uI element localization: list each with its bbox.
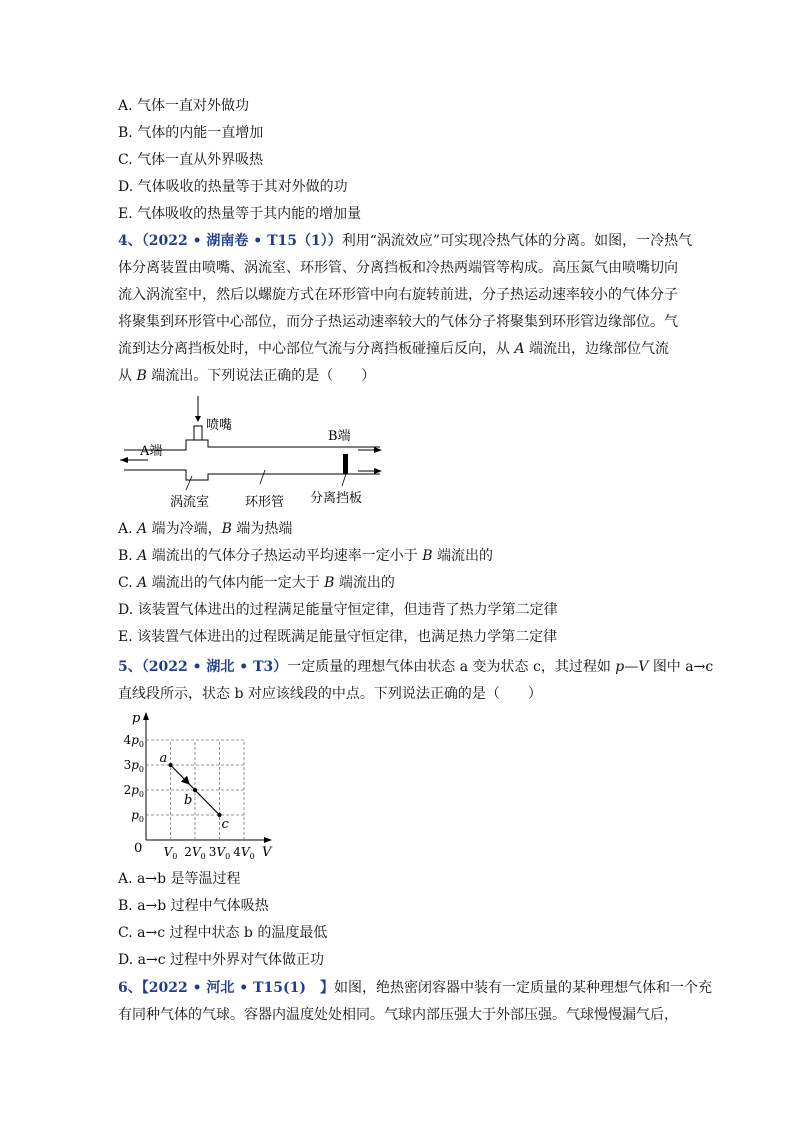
q4-option-a: A. A 端为冷端，B 端为热端	[118, 521, 293, 537]
q3-option-d: D. 气体吸收的热量等于其对外做的功	[118, 179, 348, 195]
x-tick-4: $4V_0$	[233, 845, 255, 861]
x-tick-2: $2V_0$	[184, 845, 206, 861]
state-label-b: b	[184, 793, 193, 808]
origin-label: 0	[134, 841, 143, 856]
q6-number: 6、	[118, 980, 142, 996]
q5-option-b: B. a→b 过程中气体吸热	[118, 898, 269, 914]
nozzle-label: 喷嘴	[206, 418, 233, 433]
vortex-chamber-label: 涡流室	[170, 495, 210, 510]
q3-option-c: C. 气体一直从外界吸热	[118, 152, 264, 168]
y-tick-4: $4p_0$	[123, 733, 144, 749]
q6-stem-line-1: 6、【2022 • 河北 • T15(1) 】如图，绝热密闭容器中装有一定质量的某种理想气体和一个充	[118, 980, 712, 996]
q5-stem-line-2: 直线段所示，状态 b 对应该线段的中点。下列说法正确的是（ ）	[118, 686, 542, 702]
x-tick-3: $3V_0$	[208, 845, 231, 861]
q5-option-d: D. a→c 过程中外界对气体做正功	[118, 952, 324, 968]
state-point-b	[193, 788, 197, 792]
y-tick-3: $3p_0$	[123, 758, 144, 774]
state-point-a	[169, 763, 173, 767]
q4-number: 4、	[118, 233, 142, 249]
q5-number: 5、	[118, 659, 142, 675]
q5-option-a: A. a→b 是等温过程	[118, 871, 241, 887]
state-label-a: a	[159, 751, 168, 766]
q3-option-b: B. 气体的内能一直增加	[118, 125, 264, 141]
v-axis-label: V	[262, 845, 272, 860]
vortex-tube-diagram	[110, 392, 400, 512]
q5-source-tag: （2022 • 湖北 • T3）	[141, 659, 288, 675]
q4-source-tag: （2022 • 湖南卷 • T15（1））	[141, 233, 342, 249]
q4-stem-line-2: 体分离装置由喷嘴、涡流室、环形管、分离挡板和冷热两端管等构成。高压氮气由喷嘴切向	[118, 260, 678, 276]
q4-option-e: E. 该装置气体进出的过程既满足能量守恒定律，也满足热力学第二定律	[118, 629, 558, 645]
q4-stem-line-1: 4、（2022 • 湖南卷 • T15（1））利用“涡流效应”可实现冷热气体的分离。如图，一冷热气	[118, 233, 693, 249]
q3-option-e: E. 气体吸收的热量等于其内能的增加量	[118, 206, 362, 222]
b-end-label: B端	[328, 429, 351, 444]
q4-option-b: B. A 端流出的气体分子热运动平均速率一定小于 B 端流出的	[118, 548, 493, 564]
q4-option-d: D. 该装置气体进出的过程满足能量守恒定律，但违背了热力学第二定律	[118, 602, 558, 618]
baffle-label: 分离挡板	[310, 491, 363, 506]
q4-stem-line-6: 从 B 端流出。下列说法正确的是（ ）	[118, 368, 376, 384]
q5-stem-line-1: 5、（2022 • 湖北 • T3）一定质量的理想气体由状态 a 变为状态 c，其过程如 p—V 图中 a→c	[118, 659, 714, 675]
q4-stem-line-5: 流到达分离挡板处时，中心部位气流与分离挡板碰撞后反向，从 A 端流出，边缘部位气流	[118, 341, 670, 357]
a-end-label: A端	[140, 444, 163, 459]
ring-tube-label: 环形管	[245, 495, 285, 510]
separator-baffle	[343, 454, 348, 474]
q6-stem-line-2: 有同种气体的气球。容器内温度处处相同。气球内部压强大于外部压强。气球慢慢漏气后，	[118, 1007, 678, 1023]
p-axis-label: p	[132, 711, 141, 726]
q5-option-c: C. a→c 过程中状态 b 的温度最低	[118, 925, 328, 941]
y-tick-1: $p_0$	[131, 808, 144, 824]
q4-stem-line-4: 将聚集到环形管中心部位，而分子热运动速率较大的气体分子将聚集到环形管边缘部位。气	[118, 314, 678, 330]
q3-option-a: A. 气体一直对外做功	[118, 98, 250, 114]
q6-source-tag: 【2022 • 河北 • T15(1) 】	[141, 980, 334, 996]
x-tick-1: $V_0$	[163, 845, 178, 861]
state-label-c: c	[221, 817, 229, 832]
pv-graph	[112, 708, 282, 866]
y-tick-2: $2p_0$	[123, 783, 144, 799]
q4-option-c: C. A 端流出的气体内能一定大于 B 端流出的	[118, 575, 395, 591]
q4-stem-line-3: 流入涡流室中，然后以螺旋方式在环形管中向右旋转前进，分子热运动速率较小的气体分子	[118, 287, 678, 303]
